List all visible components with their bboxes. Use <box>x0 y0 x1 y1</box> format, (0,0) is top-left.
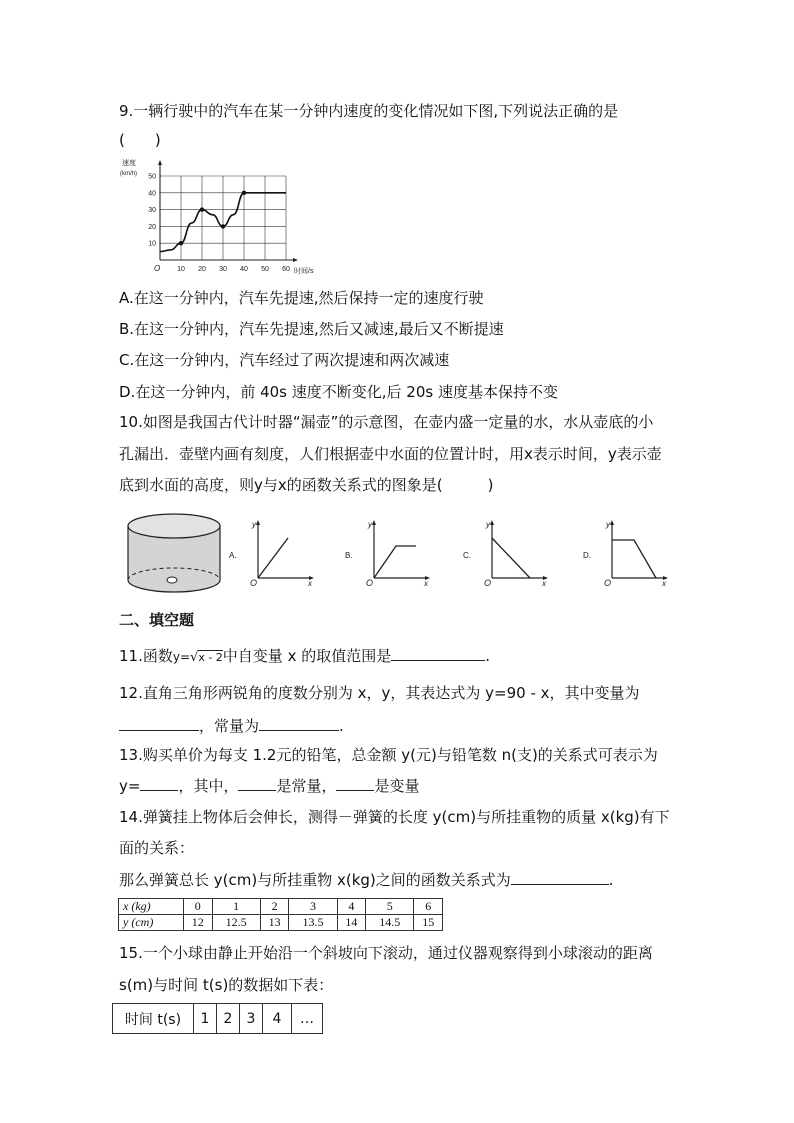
svg-text:y: y <box>606 520 610 529</box>
y-tick-label: 50 <box>148 173 156 181</box>
graph-option-d <box>582 518 674 588</box>
graph-d-line <box>612 540 656 578</box>
chart-origin: O <box>154 264 161 273</box>
q10-line3: 底到水面的高度，则y与x的函数关系式的图象是( ) <box>119 476 494 494</box>
y-tick-label: 10 <box>148 240 156 248</box>
q11-line: 11.函数y=√x - 2中自变量 x 的取值范围是 . <box>119 647 490 665</box>
spring-table-row-x: x (kg) 0 1 2 3 4 5 6 <box>119 899 443 915</box>
graph-option-a <box>228 518 320 588</box>
q15-line1: 15.一个小球由静止开始沿一个斜坡向下滚动，通过仪器观察得到小球滚动的距离 <box>119 944 653 962</box>
ball-table-row-time: 时间 t(s) 1 2 3 4 … <box>113 1004 323 1034</box>
chart-ylabel: 速度 <box>122 160 136 167</box>
chart-xlabel: 时间/s <box>294 268 314 275</box>
q9-option-a: A.在这一分钟内，汽车先提速,然后保持一定的速度行驶 <box>119 289 484 307</box>
y-tick-label: 40 <box>148 190 156 198</box>
section-title: 二、填空题 <box>119 611 195 629</box>
q10-line2: 孔漏出．壶壁内画有刻度，人们根据壶中水面的位置计时，用x表示时间，y表示壶 <box>119 445 662 463</box>
q9-option-c: C.在这一分钟内，汽车经过了两次提速和两次减速 <box>119 351 450 369</box>
svg-text:x: x <box>662 579 666 588</box>
spring-table <box>118 898 443 931</box>
q13-line2: y= ，其中， 是常量， 是变量 <box>119 777 420 795</box>
q9-answer-paren: ( ) <box>119 131 161 149</box>
table-header-time: 时间 t(s) <box>113 1004 194 1034</box>
q13-constant-blank[interactable] <box>238 776 276 791</box>
spring-table-row-y: y (cm) 12 12.5 13 13.5 14 14.5 15 <box>119 915 443 931</box>
graph-c-line <box>492 538 530 578</box>
x-tick-label: 40 <box>240 266 248 273</box>
q13-variable-blank[interactable] <box>336 776 374 791</box>
q11-post: 中自变量 x 的取值范围是 <box>222 647 392 665</box>
q11-pre: 11.函数 <box>119 647 173 665</box>
q9-option-b: B.在这一分钟内，汽车先提速,然后又减速,最后又不断提速 <box>119 320 504 338</box>
graph-c-label: C. <box>463 551 471 560</box>
ball-time-table <box>112 1003 323 1034</box>
graph-option-b <box>344 518 436 588</box>
q13-expression-blank[interactable] <box>140 776 178 791</box>
table-header-x: x (kg) <box>119 899 184 915</box>
svg-text:O: O <box>250 578 258 588</box>
q14-line1: 14.弹簧挂上物体后会伸长，测得－弹簧的长度 y(cm)与所挂重物的质量 x(kg)有下 <box>119 808 670 826</box>
data-point <box>242 191 246 195</box>
x-tick-label: 30 <box>219 266 227 273</box>
q15-line2: s(m)与时间 t(s)的数据如下表： <box>119 976 334 994</box>
svg-text:O: O <box>604 578 612 588</box>
chart-yunit: (km/h) <box>120 171 137 177</box>
svg-text:O: O <box>484 578 492 588</box>
svg-text:y: y <box>368 520 372 529</box>
svg-text:x: x <box>424 579 428 588</box>
q12-line2: ，常量为 . <box>119 716 344 736</box>
graph-d-label: D. <box>583 551 591 560</box>
svg-text:x: x <box>308 579 312 588</box>
svg-text:O: O <box>366 578 374 588</box>
svg-text:y: y <box>486 520 490 529</box>
q11-radicand: x - 2 <box>198 651 223 664</box>
q12-constant-blank[interactable] <box>259 716 339 731</box>
q9-option-d: D.在这一分钟内，前 40s 速度不断变化,后 20s 速度基本保持不变 <box>119 383 558 401</box>
q10-line1: 10.如图是我国古代计时器“漏壶”的示意图，在壶内盛一定量的水，水从壶底的小 <box>119 413 654 431</box>
x-tick-label: 10 <box>177 266 185 273</box>
water-clock-cylinder <box>124 508 224 598</box>
x-tick-label: 50 <box>261 266 269 273</box>
q14-line3: 那么弹簧总长 y(cm)与所挂重物 x(kg)之间的函数关系式为 . <box>119 871 614 889</box>
x-tick-label: 60 <box>282 266 290 273</box>
data-point <box>179 241 183 245</box>
graph-option-c <box>462 518 554 588</box>
q9-stem: 9.一辆行驶中的汽车在某一分钟内速度的变化情况如下图,下列说法正确的是 <box>119 102 619 120</box>
data-point <box>221 224 225 228</box>
y-tick-label: 30 <box>148 207 156 215</box>
table-header-y: y (cm) <box>119 915 184 931</box>
y-tick-label: 20 <box>148 223 156 231</box>
q12-line1: 12.直角三角形两锐角的度数分别为 x，y，其表达式为 y=90 - x，其中变量为 <box>119 684 640 702</box>
q13-line1: 13.购买单价为每支 1.2元的铅笔，总金额 y(元)与铅笔数 n(支)的关系式可表示为 <box>119 746 658 764</box>
q11-answer-blank[interactable] <box>391 646 485 661</box>
x-tick-label: 20 <box>198 266 206 273</box>
q12-variable-blank[interactable] <box>119 716 199 731</box>
graph-b-label: B. <box>345 551 353 560</box>
graph-a-label: A. <box>229 551 237 560</box>
q14-line2: 面的关系： <box>119 839 195 857</box>
speed-time-chart <box>118 156 330 280</box>
svg-text:x: x <box>542 579 546 588</box>
graph-b-line <box>374 546 416 578</box>
data-point <box>200 207 204 211</box>
svg-text:y: y <box>252 520 256 529</box>
graph-a-line <box>258 538 288 578</box>
q11-formula: y=√x - 2 <box>172 650 223 665</box>
q14-answer-blank[interactable] <box>511 870 609 885</box>
